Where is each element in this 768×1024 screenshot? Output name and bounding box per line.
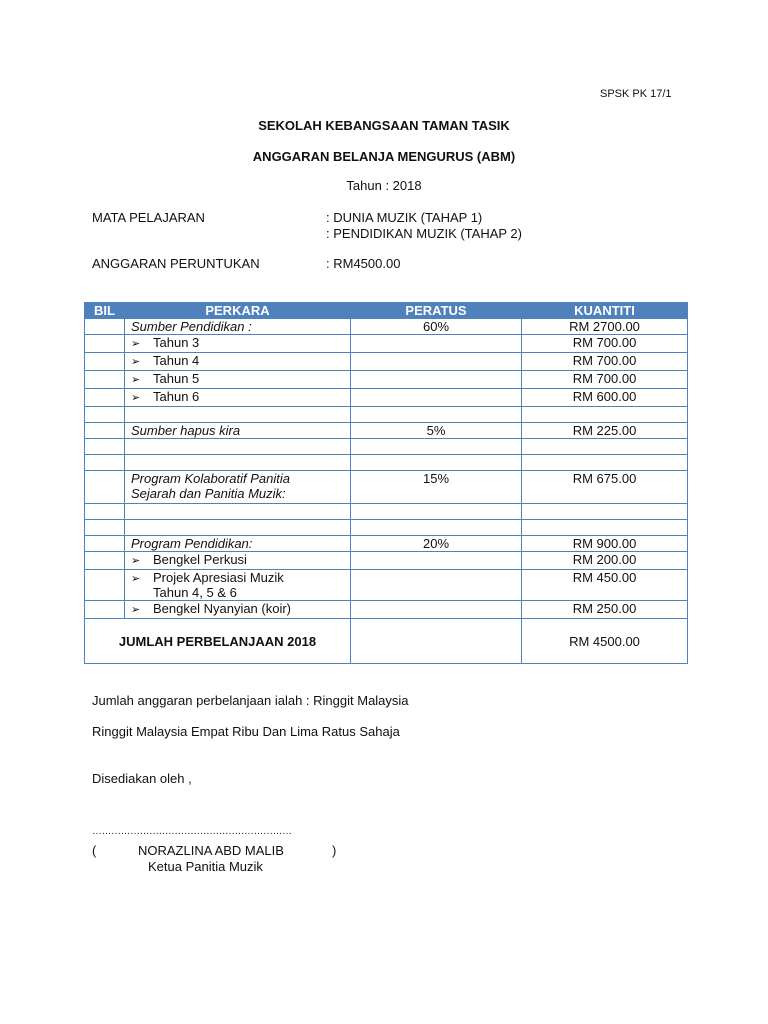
table-row [85, 552, 688, 570]
table-row [85, 570, 688, 601]
table-row-empty [85, 439, 688, 455]
table-row [85, 601, 688, 619]
amount-in-words: Ringgit Malaysia Empat Ribu Dan Lima Ratus Sahaja [92, 724, 400, 739]
table-row-empty [85, 504, 688, 520]
arrow-bullet-icon: ➢ [131, 604, 141, 616]
table-row [85, 389, 688, 407]
amount-cell: RM 675.00 [522, 471, 688, 504]
table-row [85, 371, 688, 389]
subject-value-2: : PENDIDIKAN MUZIK (TAHAP 2) [326, 226, 522, 241]
amount-cell: RM 700.00 [522, 353, 688, 371]
item-cell [153, 570, 284, 600]
amount-cell: RM 450.00 [522, 570, 688, 601]
table-row-empty [85, 455, 688, 471]
item-line-1: Projek Apresiasi Muzik [153, 570, 284, 585]
table-row [85, 335, 688, 353]
school-name: SEKOLAH KEBANGSAAN TAMAN TASIK [258, 118, 510, 133]
item-cell: Program Pendidikan: [125, 536, 351, 552]
amount-cell: RM 900.00 [522, 536, 688, 552]
percent-cell: 20% [351, 536, 522, 552]
arrow-bullet-icon: ➢ [131, 392, 141, 404]
percent-cell: 5% [351, 423, 522, 439]
item-line-2: Sejarah dan Panitia Muzik: [131, 486, 286, 501]
item-cell: Sumber hapus kira [125, 423, 351, 439]
budget-table [84, 302, 688, 664]
arrow-bullet-icon: ➢ [131, 338, 141, 350]
table-row [85, 471, 688, 504]
signatory-name: NORAZLINA ABD MALIB [138, 843, 284, 858]
header-bil: BIL [85, 303, 125, 319]
item-cell: Tahun 4 [153, 353, 200, 368]
table-row [85, 319, 688, 335]
subject-value-1: : DUNIA MUZIK (TAHAP 1) [326, 210, 483, 225]
open-paren: ( [92, 843, 97, 858]
total-amount: RM 4500.00 [522, 619, 688, 664]
item-cell: Tahun 6 [153, 389, 200, 404]
arrow-bullet-icon: ➢ [131, 573, 141, 585]
header-kuantiti: KUANTITI [522, 303, 688, 319]
arrow-bullet-icon: ➢ [131, 356, 141, 368]
item-line-1: Program Kolaboratif Panitia [131, 471, 290, 486]
item-cell: Bengkel Perkusi [153, 552, 247, 567]
item-cell [125, 471, 351, 504]
arrow-bullet-icon: ➢ [131, 555, 141, 567]
amount-cell: RM 250.00 [522, 601, 688, 619]
amount-cell: RM 600.00 [522, 389, 688, 407]
item-cell: Sumber Pendidikan : [125, 319, 351, 335]
amount-cell: RM 700.00 [522, 371, 688, 389]
budget-label: ANGGARAN PERUNTUKAN [92, 256, 260, 271]
close-paren: ) [332, 843, 337, 858]
amount-cell: RM 2700.00 [522, 319, 688, 335]
budget-value: : RM4500.00 [326, 256, 401, 271]
amount-cell: RM 225.00 [522, 423, 688, 439]
document-code: SPSK PK 17/1 [600, 88, 672, 100]
percent-cell: 15% [351, 471, 522, 504]
header-perkara: PERKARA [125, 303, 351, 319]
signature-line: ……………………………………………………… [92, 826, 292, 837]
year-line: Tahun : 2018 [346, 178, 422, 193]
item-line-2: Tahun 4, 5 & 6 [153, 585, 237, 600]
item-cell: Tahun 5 [153, 371, 200, 386]
item-cell: Tahun 3 [153, 335, 200, 350]
total-label: JUMLAH PERBELANJAAN 2018 [85, 619, 351, 664]
item-cell: Bengkel Nyanyian (koir) [153, 601, 292, 616]
arrow-bullet-icon: ➢ [131, 374, 141, 386]
signatory-position: Ketua Panitia Muzik [148, 859, 263, 874]
header-peratus: PERATUS [351, 303, 522, 319]
subject-label: MATA PELAJARAN [92, 210, 205, 225]
table-row [85, 536, 688, 552]
prepared-by-label: Disediakan oleh , [92, 771, 192, 786]
total-row [85, 619, 688, 664]
table-row [85, 353, 688, 371]
table-row [85, 423, 688, 439]
sum-line: Jumlah anggaran perbelanjaan ialah : Ringgit Malaysia [92, 693, 409, 708]
amount-cell: RM 700.00 [522, 335, 688, 353]
table-header-row [85, 303, 688, 319]
table-row-empty [85, 407, 688, 423]
percent-cell: 60% [351, 319, 522, 335]
table-row-empty [85, 520, 688, 536]
amount-cell: RM 200.00 [522, 552, 688, 570]
document-title: ANGGARAN BELANJA MENGURUS (ABM) [252, 149, 516, 164]
